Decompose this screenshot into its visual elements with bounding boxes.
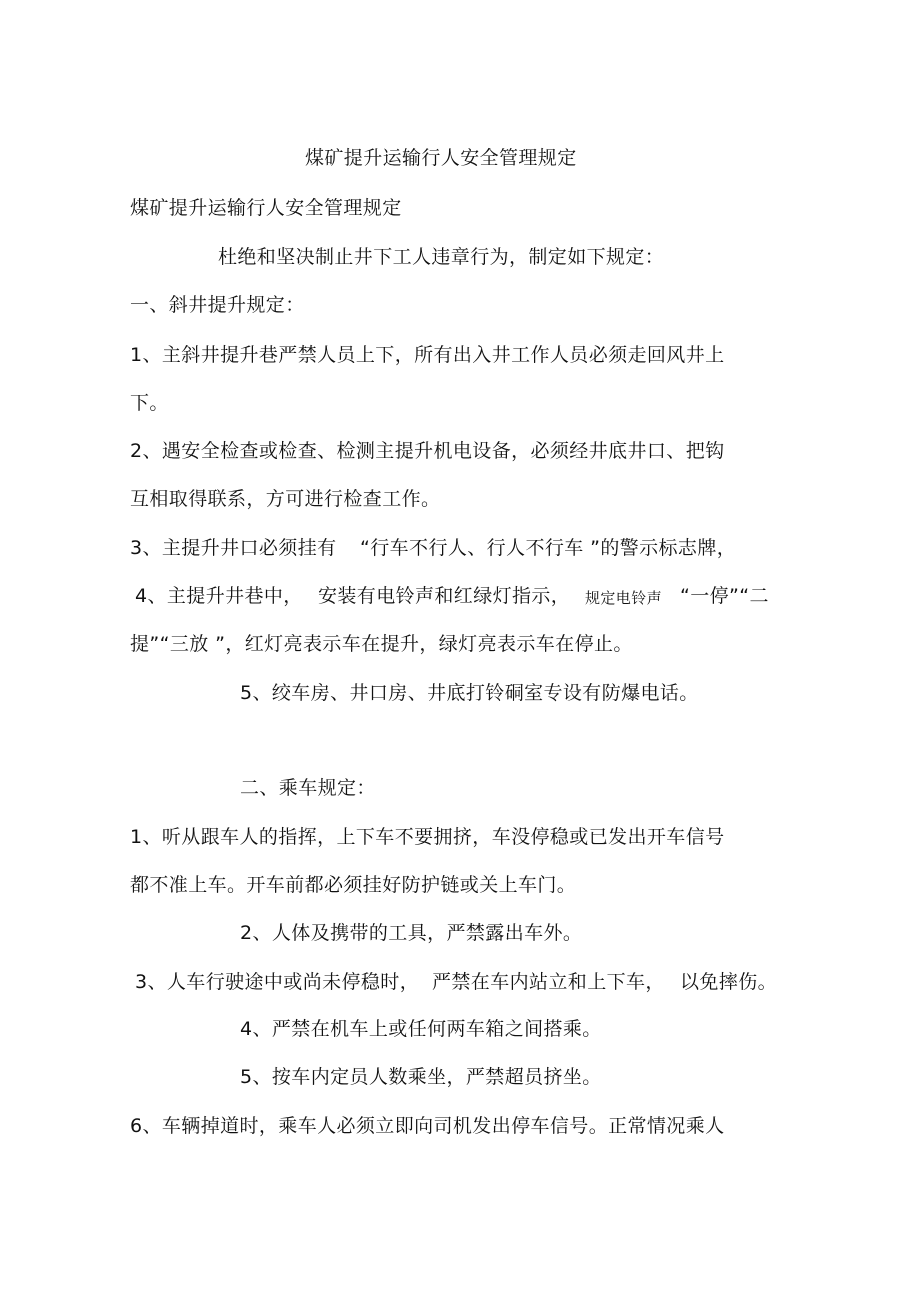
section2-item2: 2、人体及携带的工具，严禁露出车外。 — [240, 922, 583, 944]
section1-item4-part3: 规定电铃声 — [585, 589, 663, 607]
section2-item1-line1: 1、听从跟车人的指挥，上下车不要拥挤，车没停稳或已发出开车信号 — [130, 826, 725, 848]
section2-item5: 5、按车内定员人数乘坐，严禁超员挤坐。 — [240, 1066, 602, 1088]
section2-item6-line1: 6、车辆掉道时，乘车人必须立即向司机发出停车信号。正常情况乘人 — [130, 1115, 725, 1137]
section1-item4-part1: 4、主提升井巷中， — [135, 585, 303, 607]
section2-item4: 4、严禁在机车上或任何两车箱之间搭乘。 — [240, 1018, 602, 1040]
section1-item4-part4: “一停”“二 — [680, 585, 769, 607]
section2-item3-part3: 以免摔伤。 — [680, 971, 778, 993]
section2-item3-part2: 严禁在车内站立和上下车， — [432, 971, 665, 993]
section2-heading: 二、乘车规定： — [240, 777, 376, 799]
section1-item1-line1: 1、主斜井提升巷严禁人员上下，所有出入井工作人员必须走回风井上 — [130, 344, 725, 366]
section1-item4-part2: 安装有电铃声和红绿灯指示， — [318, 585, 571, 607]
intro-paragraph: 杜绝和坚决制止井下工人违章行为，制定如下规定： — [218, 246, 665, 268]
section1-item2-line2: 互相取得联系，方可进行检查工作。 — [130, 488, 441, 510]
section1-item1-line2: 下。 — [130, 392, 169, 414]
section1-item2-line1: 2、遇安全检查或检查、检测主提升机电设备，必须经井底井口、把钩 — [130, 440, 725, 462]
section1-item4-line2: 提”“三放 ”，红灯亮表示车在提升，绿灯亮表示车在停止。 — [130, 633, 633, 655]
section1-item5: 5、绞车房、井口房、井底打铃硐室专设有防爆电话。 — [240, 682, 699, 704]
section1-item3-part2: “行车不行人、行人不行车 ”的警示标志牌， — [360, 537, 737, 559]
section1-item3-part1: 3、主提升井口必须挂有 — [130, 537, 337, 559]
section2-item1-line2: 都不准上车。开车前都必须挂好防护链或关上车门。 — [130, 874, 577, 896]
section1-heading: 一、斜井提升规定： — [130, 294, 305, 316]
section2-item3-part1: 3、人车行驶途中或尚未停稳时， — [135, 971, 420, 993]
document-title: 煤矿提升运输行人安全管理规定 — [305, 147, 577, 169]
document-subtitle: 煤矿提升运输行人安全管理规定 — [130, 197, 402, 219]
